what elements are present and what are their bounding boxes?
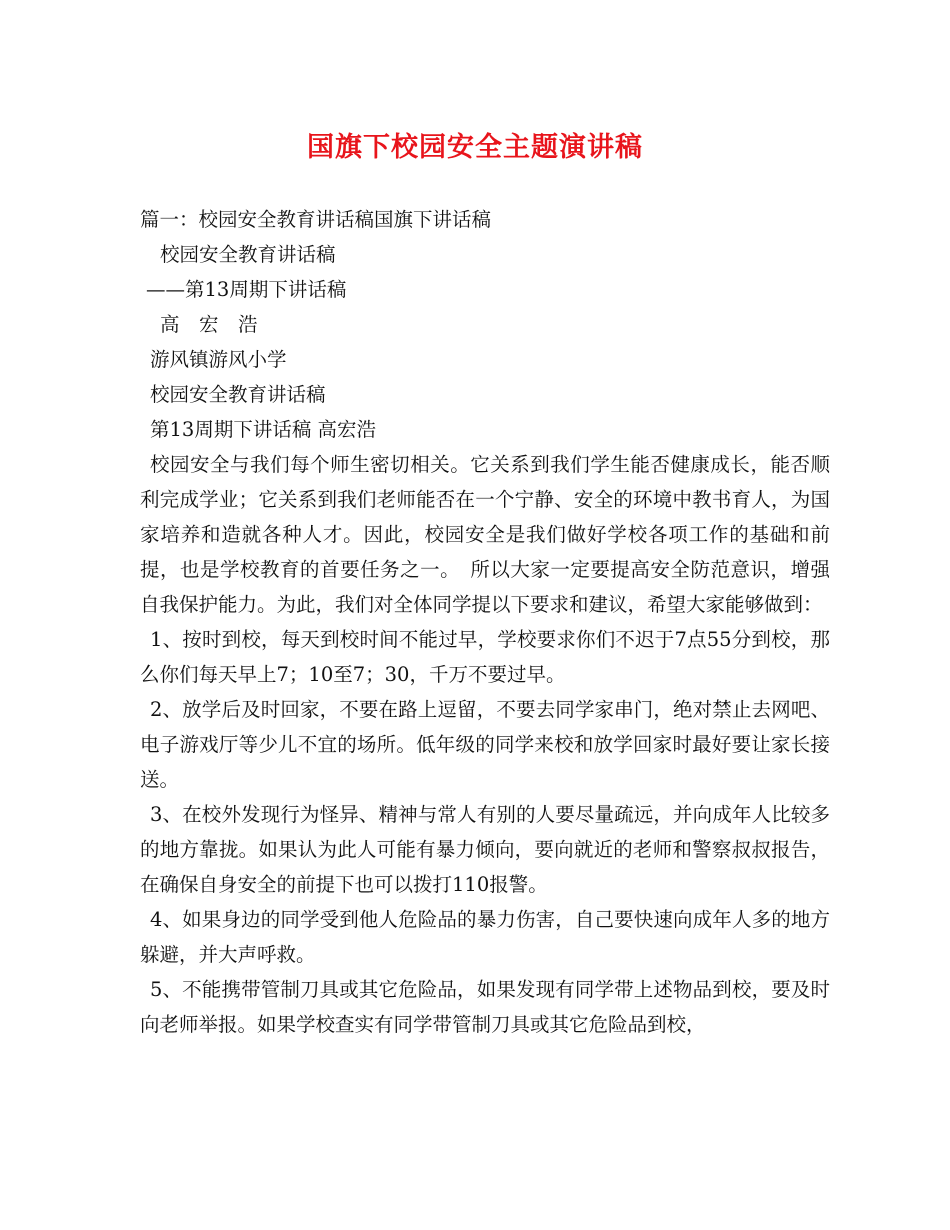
document-body: [140, 202, 830, 1042]
paragraph-rule-1: 1、按时到校，每天到校时间不能过早，学校要求你们不迟于7点55分到校，那么你们每天早上7；10至7；30，千万不要过早。: [140, 628, 830, 686]
paragraph-rule-3: 3、在校外发现行为怪异、精神与常人有别的人要尽量疏远，并向成年人比较多的地方靠拢。如果认为此人可能有暴力倾向，要向就近的老师和警察叔叔报告，在确保自身安全的前提下也可以拨打110报警。: [140, 803, 830, 896]
heading-line-school: 游风镇游风小学: [150, 348, 287, 371]
heading-line-week: ——第13周期下讲话稿: [146, 278, 347, 301]
heading-line-author-spaced: 高 宏 浩: [160, 313, 258, 336]
paragraph-intro: 校园安全与我们每个师生密切相关。它关系到我们学生能否健康成长，能否顺利完成学业；它关系到我们老师能否在一个宁静、安全的环境中教书育人，为国家培养和造就各种人才。因此，校园安全是我们做好学校各项工作的基础和前提，也是学校教育的首要任务之一。 所以大家一定要提高安全防范意识，增强自我保护能力。为此，我们对全体同学提以下要求和建议，希望大家能够做到：: [140, 453, 830, 616]
paragraph-rule-5: 5、不能携带管制刀具或其它危险品，如果发现有同学带上述物品到校，要及时向老师举报。如果学校查实有同学带管制刀具或其它危险品到校，: [140, 978, 830, 1036]
heading-line-part-one: 篇一：校园安全教育讲话稿国旗下讲话稿: [140, 208, 492, 231]
heading-line-speech-title: 校园安全教育讲话稿: [160, 243, 336, 266]
heading-line-week-author: 第13周期下讲话稿 高宏浩: [150, 418, 377, 441]
heading-line-speech-title-repeat: 校园安全教育讲话稿: [150, 383, 326, 406]
paragraph-rule-4: 4、如果身边的同学受到他人危险品的暴力伤害，自己要快速向成年人多的地方躲避，并大声呼救。: [140, 908, 830, 966]
paragraph-rule-2: 2、放学后及时回家，不要在路上逗留，不要去同学家串门，绝对禁止去网吧、电子游戏厅等少儿不宜的场所。低年级的同学来校和放学回家时最好要让家长接送。: [140, 698, 830, 791]
document-title: 国旗下校园安全主题演讲稿: [307, 132, 643, 163]
